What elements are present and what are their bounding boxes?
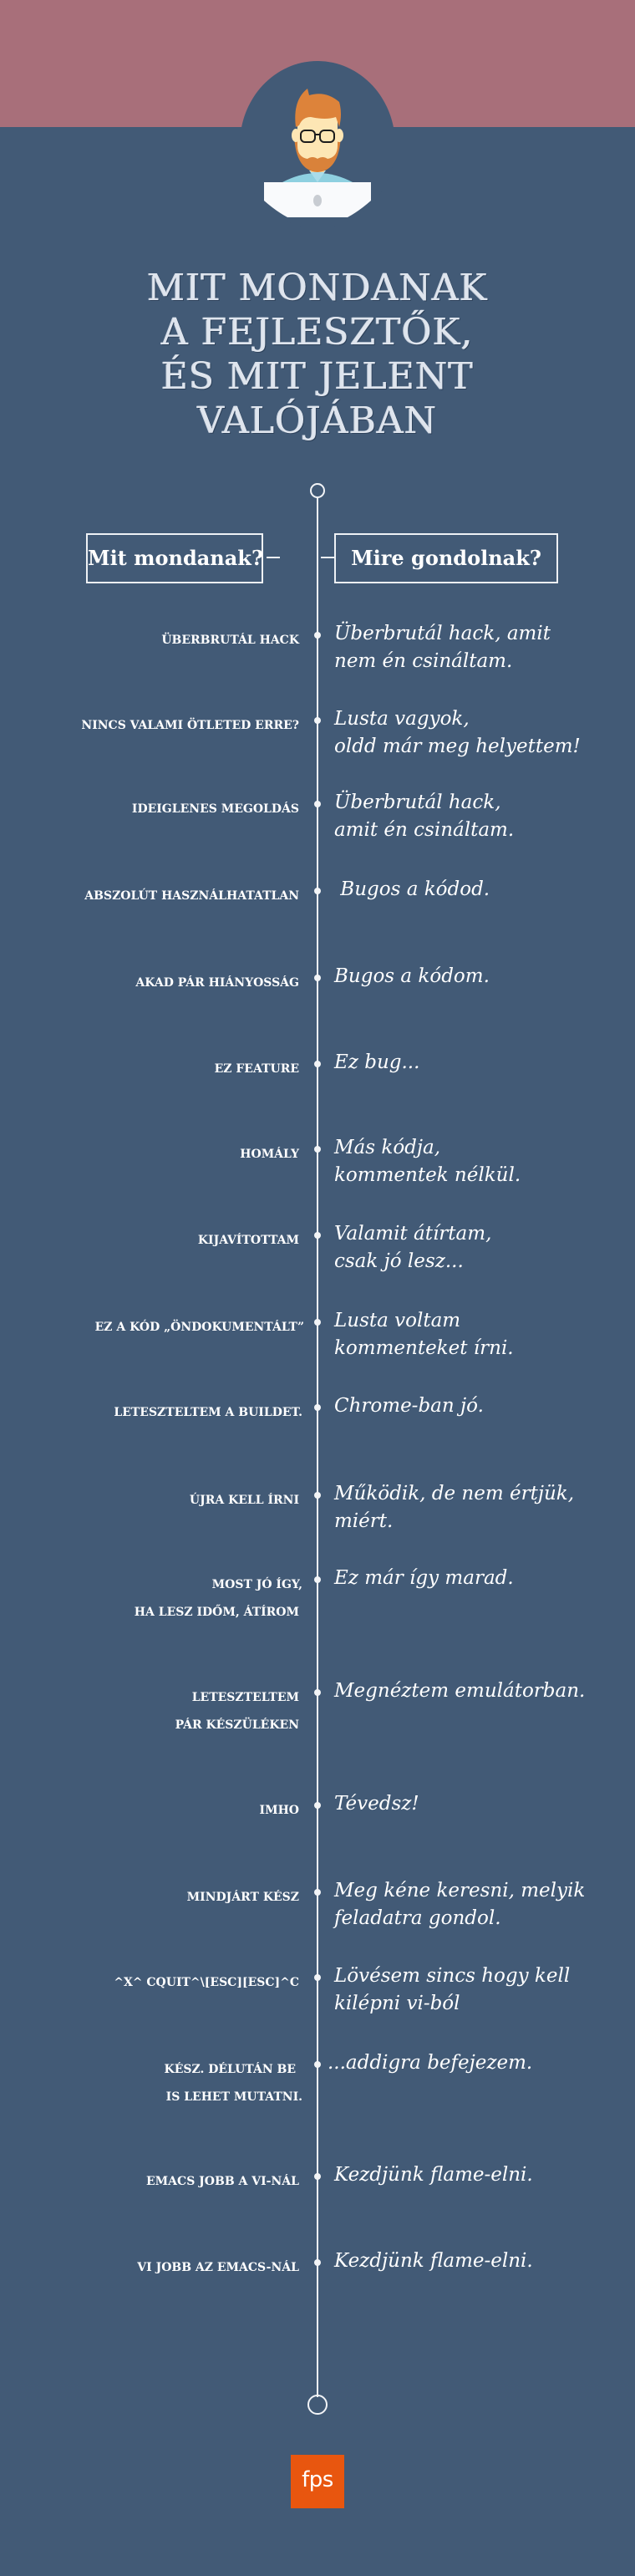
phrase-said: VI JOBB AZ EMACS-NÁL [137,2261,299,2274]
phrase-meaning: Chrome-ban jó. [334,1395,484,1417]
timeline-dot-icon [314,2259,321,2266]
phrase-meaning: Tévedsz! [334,1793,419,1815]
column-header-what-they-mean: Mire gondolnak? [334,533,558,583]
phrase-meaning: Überbrutál hack, amit nem én csináltam. [334,623,551,672]
timeline-dot-icon [314,2061,321,2068]
timeline-dot-icon [314,1889,321,1896]
phrase-said: ÚJRA KELL ÍRNI [189,1494,299,1507]
title-line-2: A FEJLESZTŐK, [161,311,474,354]
phrase-meaning: Lusta vagyok, oldd már meg helyettem! [334,708,581,757]
phrase-meaning: Ez bug... [334,1051,420,1073]
timeline-line [317,498,318,2397]
title-line-1: MIT MONDANAK [147,267,488,309]
timeline-dot-icon [314,801,321,807]
phrase-meaning: Lövésem sincs hogy kell kilépni vi-ból [334,1965,571,2014]
title-line-3: ÉS MIT JELENT [161,355,474,398]
timeline-start-ring-icon [310,483,325,498]
phrase-said: LETESZTELTEM PÁR KÉSZÜLÉKEN [175,1691,299,1732]
phrase-said: ABSZOLÚT HASZNÁLHATATLAN [84,889,299,903]
title-line-4: VALÓJÁBAN [197,400,438,442]
phrase-said: NINCS VALAMI ÖTLETED ERRE? [81,719,299,732]
phrase-said: KÉSZ. DÉLUTÁN BE IS LEHET MUTATNI. [164,2063,302,2104]
phrase-said: MOST JÓ ÍGY, HA LESZ IDŐM, ÁTÍROM [134,1578,302,1619]
timeline-dot-icon [314,975,321,981]
phrase-meaning: Megnéztem emulátorban. [334,1680,586,1702]
phrase-said: LETESZTELTEM A BUILDET. [114,1406,302,1419]
phrase-said: MINDJÁRT KÉSZ [186,1891,299,1904]
phrase-meaning: Meg kéne keresni, melyik feladatra gondol. [334,1880,586,1929]
phrase-said: EZ A KÓD „ÖNDOKUMENTÁLT” [94,1321,304,1334]
timeline-dot-icon [314,1689,321,1696]
phrase-meaning: Bugos a kódom. [334,965,490,987]
header-connector [267,557,280,558]
timeline-dot-icon [314,888,321,894]
column-header-what-they-say: Mit mondanak? [86,533,263,583]
timeline-dot-icon [314,1492,321,1499]
timeline-dot-icon [314,1232,321,1239]
timeline-dot-icon [314,717,321,724]
phrase-said: HOMÁLY [240,1148,299,1161]
phrase-said: ÜBERBRUTÁL HACK [161,634,299,647]
phrase-meaning: Más kódja, kommentek nélkül. [334,1137,521,1186]
timeline-end-ring-icon [307,2395,328,2415]
header-connector [321,557,334,558]
page-title [0,266,635,443]
phrase-meaning: ...addigra befejezem. [328,2052,533,2074]
phrase-meaning: Működik, de nem értjük, miért. [334,1483,575,1532]
phrase-said: KIJAVÍTOTTAM [197,1234,299,1247]
timeline-dot-icon [314,1974,321,1981]
phrase-said: EMACS JOBB A VI-NÁL [146,2175,299,2188]
timeline-dot-icon [314,632,321,639]
phrase-said: AKAD PÁR HIÁNYOSSÁG [135,976,299,990]
timeline-dot-icon [314,1576,321,1583]
phrase-said: IDEIGLENES MEGOLDÁS [131,802,299,816]
timeline-dot-icon [314,2173,321,2180]
phrase-said: IMHO [259,1804,299,1817]
phrase-said: EZ FEATURE [214,1062,299,1076]
phrase-meaning: Kezdjünk flame-elni. [334,2164,533,2186]
phrase-meaning: Valamit átírtam, csak jó lesz... [334,1223,492,1272]
phrase-meaning: Überbrutál hack, amit én csináltam. [334,792,515,841]
phrase-meaning: Bugos a kódod. [334,878,490,900]
timeline-dot-icon [314,1404,321,1411]
timeline-dot-icon [314,1146,321,1153]
phrase-meaning: Lusta voltam kommenteket írni. [334,1310,514,1359]
timeline-dot-icon [314,1061,321,1067]
developer-avatar-icon [259,84,376,217]
phrase-meaning: Ez már így marad. [334,1567,514,1589]
timeline-dot-icon [314,1319,321,1326]
timeline-dot-icon [314,1802,321,1809]
phrase-meaning: Kezdjünk flame-elni. [334,2250,533,2272]
phrase-said: ^X^ CQUIT^\[ESC][ESC]^C [114,1976,299,1989]
fps-logo: fps [291,2455,344,2508]
